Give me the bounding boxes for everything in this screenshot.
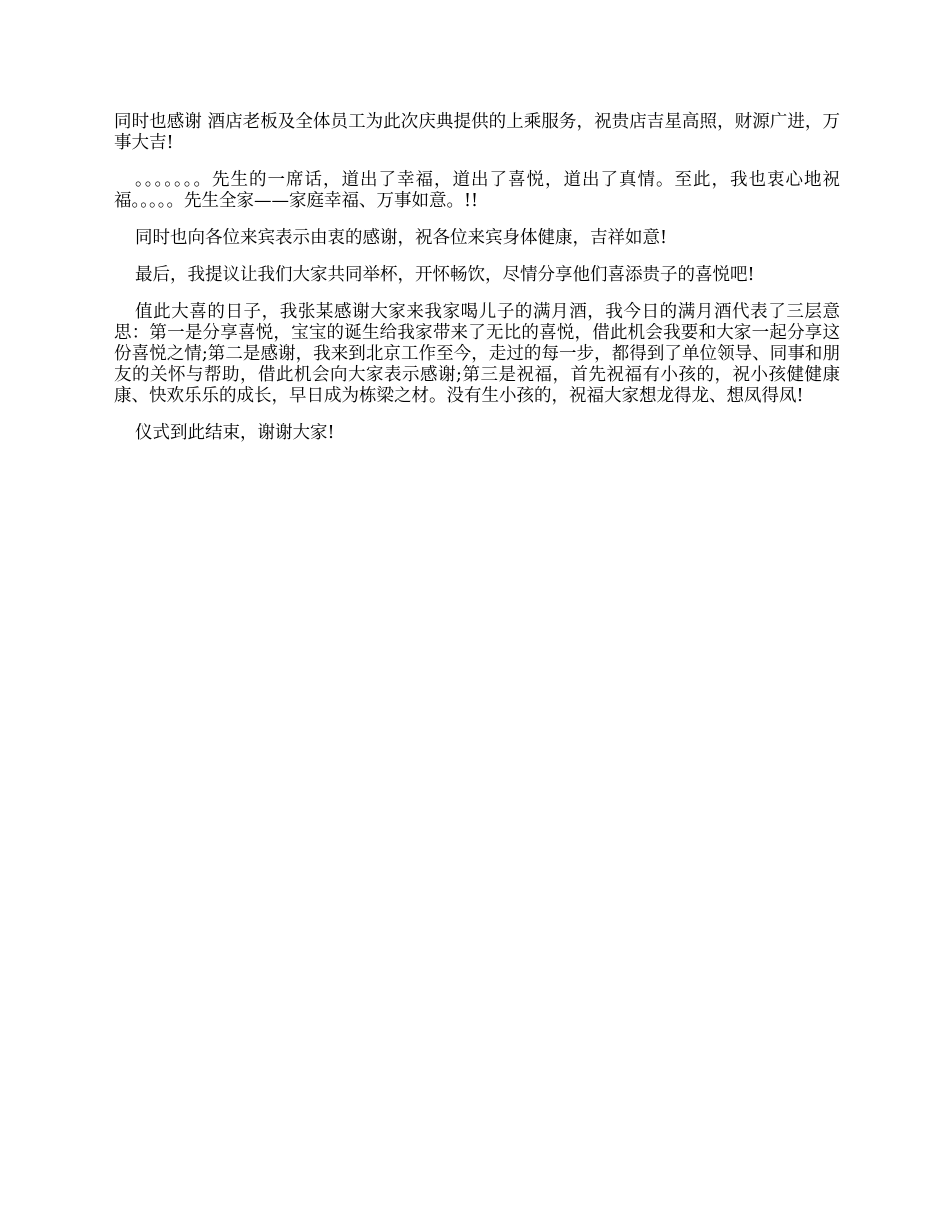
paragraph-blessing-family: 。。。。。。。先生的一席话，道出了幸福，道出了喜悦，道出了真情。至此，我也衷心地祝福。。。。。先生全家——家庭幸福、万事如意。!! (114, 170, 840, 211)
document-body (114, 112, 840, 460)
paragraph-thanks-guests: 同时也向各位来宾表示由衷的感谢，祝各位来宾身体健康，吉祥如意! (135, 228, 668, 248)
paragraph-full-moon-speech: 值此大喜的日子，我张某感谢大家来我家喝儿子的满月酒，我今日的满月酒代表了三层意思：第一是分享喜悦，宝宝的诞生给我家带来了无比的喜悦，借此机会我要和大家一起分享这份喜悦之情;第二是感谢，我来到北京工作至今，走过的每一步，都得到了单位领导、同事和朋友的关怀与帮助，借此机会向大家表示感谢;第三是祝福，首先祝福有小孩的，祝小孩健健康康、快欢乐乐的成长，早日成为栋梁之材。没有生小孩的，祝福大家想龙得龙、想凤得凤! (114, 302, 840, 406)
paragraph-toast: 最后，我提议让我们大家共同举杯，开怀畅饮，尽情分享他们喜添贵子的喜悦吧! (135, 265, 755, 285)
paragraph-closing: 仪式到此结束，谢谢大家! (135, 423, 335, 443)
paragraph-thanks-hotel: 同时也感谢 酒店老板及全体员工为此次庆典提供的上乘服务，祝贵店吉星高照，财源广进，万事大吉! (114, 112, 840, 153)
